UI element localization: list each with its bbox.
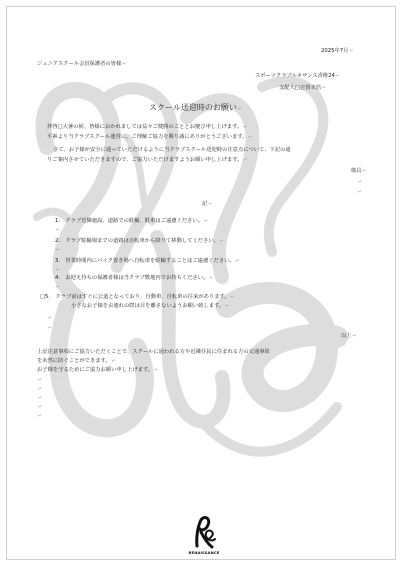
date: 2025年7月↵ <box>321 48 354 54</box>
footer-line-3: お子様を守るためにご協力お願い申し上げます。↵ <box>37 367 158 373</box>
closing-keigu: 敬具↵ <box>351 168 367 174</box>
footer-line-2: を未然に防ぐことができます。↵ <box>37 358 116 364</box>
document-page <box>6 6 396 560</box>
blank-mark: ↵ <box>358 180 362 185</box>
sender-dept: 支配人□吉賀幸浩↵ <box>279 85 326 91</box>
closing-ijou: 以上↵ <box>341 333 357 339</box>
blank-mark: ↵ <box>38 414 42 419</box>
blank-mark: ↵ <box>38 396 42 401</box>
blank-mark: ↵ <box>38 378 42 383</box>
blank-mark: ↵ <box>56 268 60 273</box>
list-item: 3. 営業時間内にバイク置き場へ自転車を駐輪することはご遠慮ください。↵ <box>55 258 240 264</box>
renaissance-logo-icon <box>192 516 216 550</box>
blank-mark: ↵ <box>38 405 42 410</box>
brand-name: RENAISSANCE <box>188 550 220 555</box>
blank-mark: ↵ <box>48 326 52 331</box>
greeting-line-1: 拝啓□大暑の候、皆様におかれましては益々ご健勝のこととお慶び申し上げます。↵ <box>47 124 248 130</box>
blank-mark: ↵ <box>358 190 362 195</box>
body-line-1: さて、お子様が安全に通っていただけるように当クラブスクール送迎時の注意点について、下記の通 <box>53 147 291 153</box>
list-item: 1. クラブ近隣施設、道路での駐輪、駐車はご遠慮ください。↵ <box>55 218 208 224</box>
footer-line-1: 上記注意事項にご協力いただくことで、スクールに通われる方や近隣住民に住まれる方の交通事故 <box>37 349 270 355</box>
document-title: スクール送迎時のお願い↵ <box>149 103 242 112</box>
blank-mark: ↵ <box>56 285 60 290</box>
list-item: 2. クラブ駐輪場までの道路は自転車から降りて移動してください。↵ <box>55 238 224 244</box>
blank-mark: ↵ <box>38 387 42 392</box>
blank-mark: ↵ <box>48 316 52 321</box>
list-item: 4. お迎え待ちの保護者様は当クラブ敷地内でお待ちください。↵ <box>55 275 214 281</box>
heading-ki: 記↵ <box>202 201 213 207</box>
body-line-2: りご案内させていただきますので、ご協力いただけますようお願い申し上げます。↵ <box>47 157 248 163</box>
list-item: □5. クラブ前はすぐに公道となっており、自動車、自転車の往来があります。↵ <box>40 294 235 300</box>
addressee: ジュニアスクール会員保護者の皆様↵ <box>37 61 127 67</box>
blank-mark: ↵ <box>56 248 60 253</box>
greeting-line-2: 平素より当クラブスクール運営に、ご理解ご協力を賜り誠にありがとうございます。↵ <box>47 134 253 140</box>
list-item-continuation: 小さなお子様をお連れの際は目を離さないようお願い致します。↵ <box>71 303 229 309</box>
blank-mark: ↵ <box>56 228 60 233</box>
watermark-graphic <box>7 7 395 559</box>
sender-org: スポーツクラブルネサンス香椎24↵ <box>255 73 340 79</box>
